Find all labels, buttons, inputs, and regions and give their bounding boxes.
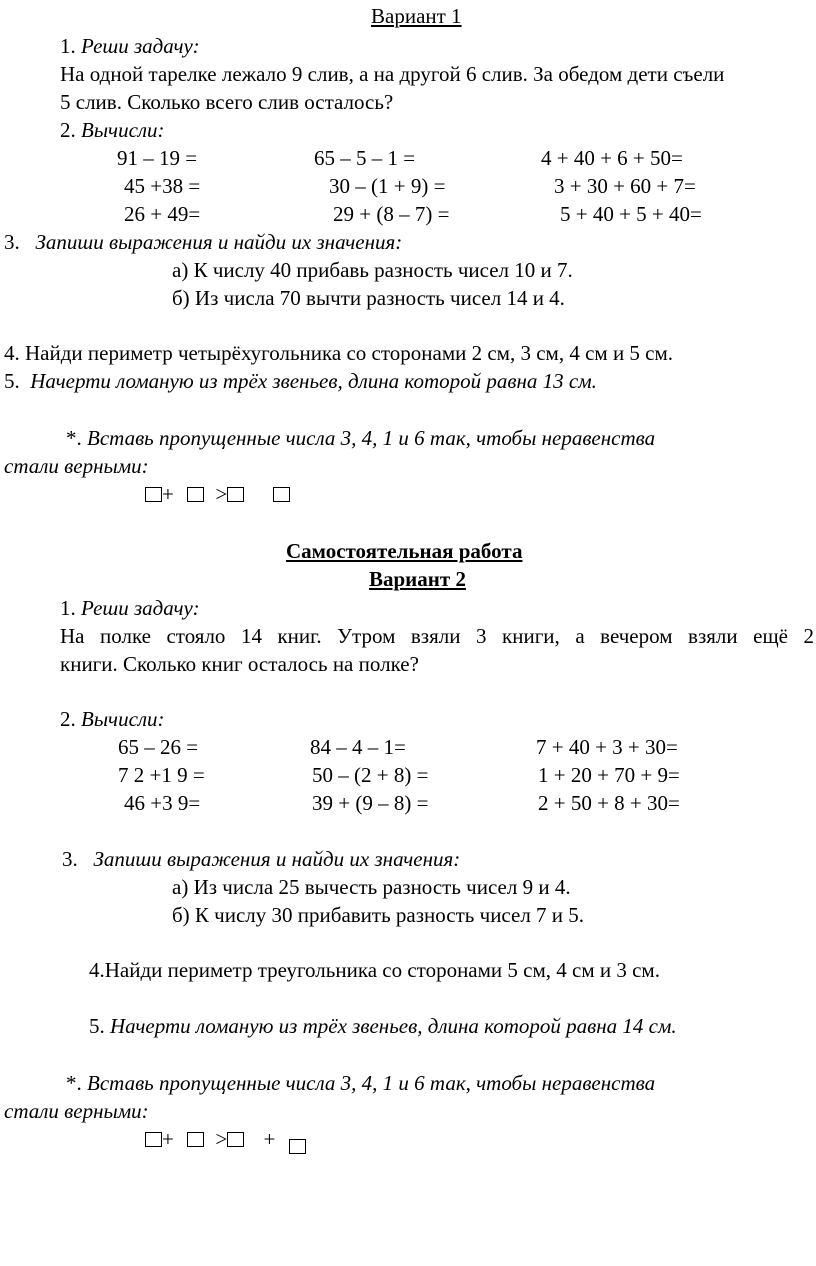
task-1-header [60,33,200,59]
calc-expression: 45 +38 = [124,174,201,198]
task-4-text: 4.Найди периметр треугольника со сторонами 5 см, 4 см и 3 см. [89,958,660,982]
task-2-header [60,706,165,732]
task-2-header [60,117,165,143]
calc-expression: 2 + 50 + 8 + 30= [538,791,680,815]
star-task-text: Вставь пропущенные числа 3, 4, 1 и 6 так, чтобы неравенства [87,426,656,450]
task-3-heading: Запиши выражения и найди их значения: [35,230,403,254]
task-1-text-line-1: На полке стояло 14 книг. Утром взяли 3 книги, а вечером взяли ещё 2 [60,624,814,648]
star-task-number: *. [66,1071,82,1095]
task-1-heading: Реши задачу: [81,34,200,58]
independent-work-heading: Самостоятельная работа [286,539,523,563]
star-task-line-1 [66,1070,655,1096]
task-1-number: 1. [60,34,76,58]
star-task-line-1 [66,425,655,451]
calc-expression: 26 + 49= [124,202,201,226]
calc-expression: 65 – 26 = [118,735,199,759]
calc-expression: 7 2 +1 9 = [118,763,205,787]
greater-than-sign: > [215,482,228,506]
blank-box[interactable] [145,487,162,502]
task-3-item-a: а) К числу 40 прибавь разность чисел 10 и 7. [172,258,573,282]
blank-box[interactable] [187,487,204,502]
task-5 [89,1013,677,1039]
inequality-row [145,481,290,507]
calc-expression: 50 – (2 + 8) = [312,763,429,787]
task-3-item-b: б) К числу 30 прибавить разность чисел 7 и 5. [172,903,585,927]
task-2-number: 2. [60,118,76,142]
calc-expression: 65 – 5 – 1 = [314,146,416,170]
task-5-number: 5. [89,1014,105,1038]
variant-2-title: Вариант 2 [369,567,466,591]
task-2-number: 2. [60,707,76,731]
greater-than-sign: > [215,1127,228,1151]
task-4-text: 4. Найди периметр четырёхугольника со сторонами 2 см, 3 см, 4 см и 5 см. [4,341,674,365]
task-2-heading: Вычисли: [81,118,165,142]
calc-expression: 84 – 4 – 1= [310,735,406,759]
calc-expression: 29 + (8 – 7) = [333,202,450,226]
task-1-heading: Реши задачу: [81,596,200,620]
calc-expression: 5 + 40 + 5 + 40= [560,202,702,226]
blank-box[interactable] [187,1132,204,1147]
star-task-line-2: стали верными: [4,1099,149,1123]
task-5-text: Начерти ломаную из трёх звеньев, длина которой равна 14 см. [110,1014,677,1038]
blank-box[interactable] [227,1132,244,1147]
star-task-line-2: стали верными: [4,454,149,478]
task-1-text-line-2: книги. Сколько книг осталось на полке? [60,652,419,676]
plus-sign: + [263,1127,276,1151]
task-3-heading: Запиши выражения и найди их значения: [93,847,461,871]
blank-box[interactable] [289,1139,306,1154]
variant-1-title: Вариант 1 [371,4,462,28]
blank-box[interactable] [145,1132,162,1147]
task-3-item-a: а) Из числа 25 вычесть разность чисел 9 и 4. [172,875,571,899]
calc-expression: 7 + 40 + 3 + 30= [536,735,678,759]
calc-expression: 4 + 40 + 6 + 50= [541,146,683,170]
task-3-number: 3. [4,230,20,254]
star-task-text: Вставь пропущенные числа 3, 4, 1 и 6 так, чтобы неравенства [87,1071,656,1095]
task-1-text-line-1: На одной тарелке лежало 9 слив, а на другой 6 слив. За обедом дети съели [60,62,725,86]
calc-expression: 39 + (9 – 8) = [312,791,429,815]
task-5-number: 5. [4,369,20,393]
task-1-text-line-2: 5 слив. Сколько всего слив осталось? [60,90,394,114]
star-task-number: *. [66,426,82,450]
calc-expression: 1 + 20 + 70 + 9= [538,763,680,787]
plus-sign: + [162,1127,174,1151]
task-2-heading: Вычисли: [81,707,165,731]
calc-expression: 46 +3 9= [124,791,201,815]
task-3-header [62,846,460,872]
task-1-number: 1. [60,596,76,620]
task-5 [4,368,597,394]
inequality-row [145,1126,306,1154]
task-1-header [60,595,200,621]
task-3-number: 3. [62,847,78,871]
calc-expression: 30 – (1 + 9) = [329,174,446,198]
calc-expression: 3 + 30 + 60 + 7= [554,174,696,198]
plus-sign: + [162,482,174,506]
task-3-header [4,229,402,255]
calc-expression: 91 – 19 = [117,146,198,170]
blank-box[interactable] [273,487,290,502]
task-5-text: Начерти ломаную из трёх звеньев, длина которой равна 13 см. [30,369,597,393]
task-3-item-b: б) Из числа 70 вычти разность чисел 14 и 4. [172,286,565,310]
blank-box[interactable] [227,487,244,502]
